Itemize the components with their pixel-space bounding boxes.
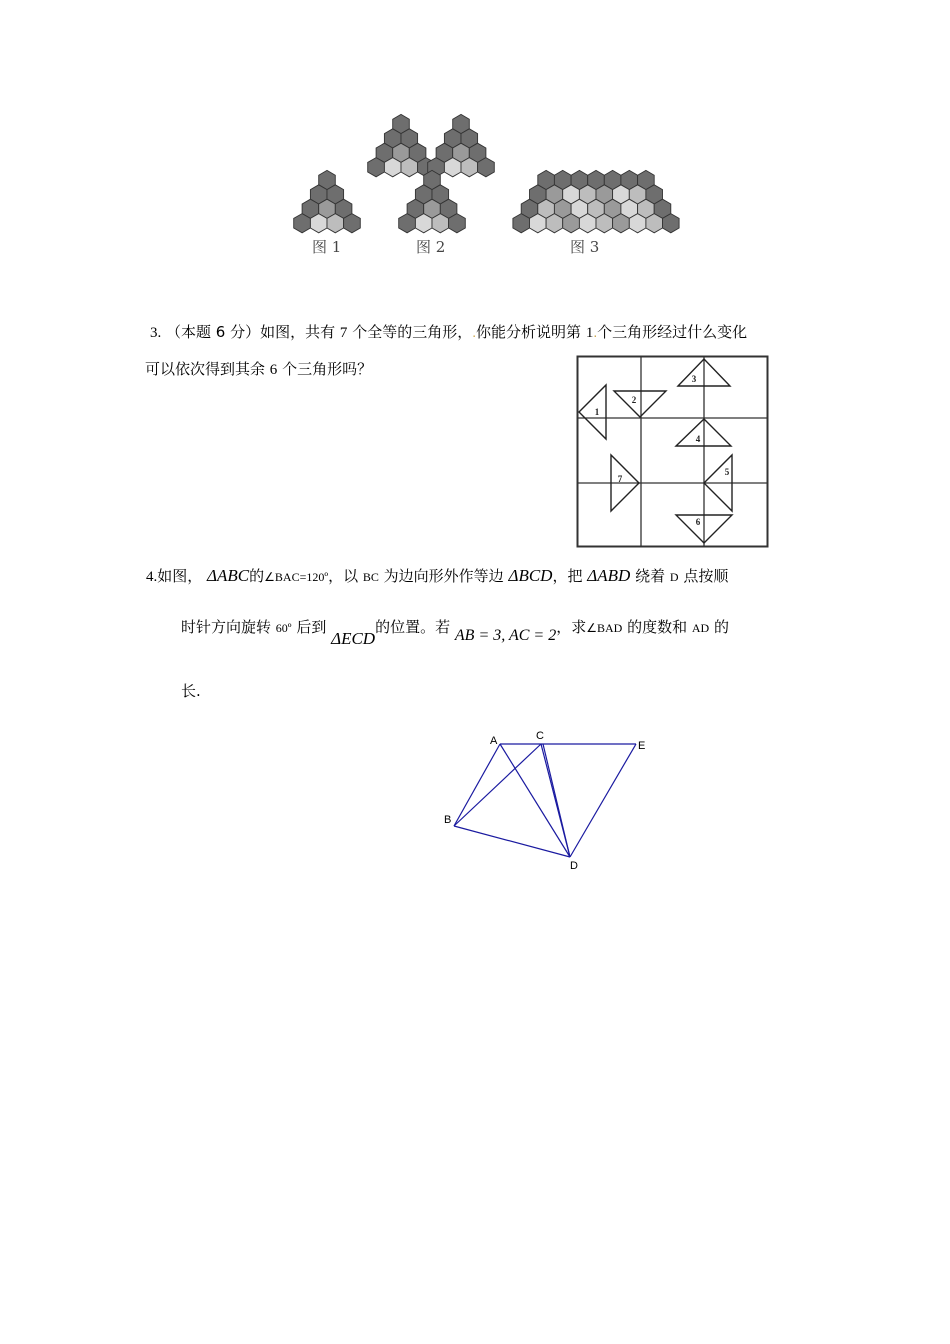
hexagon-cell-71: [629, 214, 646, 233]
hexagon-cell-27: [444, 158, 461, 177]
fig2-caption: 图 2: [416, 238, 446, 256]
q3-text-d: 个三角形经过什么变化: [597, 323, 748, 341]
hexagon-cell-66: [546, 214, 563, 233]
hexagon-cell-7: [310, 214, 327, 233]
hexagon-cell-9: [344, 214, 361, 233]
hexagon-cell-39: [449, 214, 466, 233]
q4-tri-ecd: ΔECD: [331, 629, 376, 648]
geometry-figure: [440, 728, 660, 873]
hexagon-cell-16: [368, 158, 385, 177]
segment-ed: [570, 744, 636, 857]
hexagon-figures: [285, 110, 685, 240]
fig3-caption: 图 3: [570, 238, 600, 256]
triangle-label-5: 5: [724, 467, 730, 477]
q4-line1: [146, 563, 728, 589]
q4-line2: [181, 617, 729, 651]
q3-line1: [150, 322, 747, 343]
triangle-label-6: 6: [695, 517, 701, 527]
hexagon-cell-72: [646, 214, 663, 233]
hexagon-cell-6: [294, 214, 311, 233]
q4-line2-b: 后到: [296, 618, 327, 636]
triangle-2: [614, 391, 666, 417]
q4-angle-bad: ∠BAD: [586, 621, 623, 635]
segment-bc: [454, 744, 541, 826]
q4-line2-c: 的位置。若: [375, 618, 451, 636]
segment-ab: [454, 744, 500, 826]
q4-text-f: 绕着: [635, 567, 666, 585]
q4-line2-a: 时针方向旋转: [181, 618, 272, 636]
q3-text-b: 个全等的三角形，: [352, 323, 473, 341]
q4-tri-bcd: ΔBCD: [508, 566, 553, 585]
q4-text-a: 如图，: [157, 567, 203, 585]
q3-line2-a: 可以依次得到其余: [145, 360, 266, 378]
q4-angle: ∠BAC=120º: [264, 570, 329, 584]
triangle-label-2: 2: [631, 395, 637, 405]
hexagon-cell-38: [432, 214, 449, 233]
hexagon-cell-17: [384, 158, 401, 177]
point-label-b: B: [444, 814, 452, 826]
q3-text-c: 你能分析说明第: [476, 323, 582, 341]
triangle-1: [579, 385, 606, 439]
hexagon-cell-29: [478, 158, 495, 177]
triangle-label-1: 1: [594, 407, 600, 417]
hexagon-cell-37: [415, 214, 432, 233]
q4-tri-abd: ΔABD: [587, 566, 631, 585]
hexagon-cell-73: [663, 214, 680, 233]
triangle-grid-figure: [576, 355, 770, 549]
q3-line2: [145, 359, 372, 380]
q4-d: D: [669, 570, 679, 584]
q4-line3: 长.: [181, 682, 201, 700]
point-label-a: A: [490, 735, 498, 747]
hexagon-cell-64: [513, 214, 530, 233]
q3-text-a: 如图，共有: [260, 323, 336, 341]
hexagon-cell-18: [401, 158, 418, 177]
point-label-e: E: [638, 740, 646, 752]
q4-text-b: 的: [249, 567, 265, 585]
triangle-label-3: 3: [691, 374, 697, 384]
mark-dot-2: .: [593, 326, 598, 340]
hexagon-cell-70: [613, 214, 630, 233]
q4-text-e: ，把: [552, 567, 583, 585]
segment-ad: [500, 744, 570, 857]
q4-number: 4.: [146, 569, 158, 585]
q4-ad: AD: [691, 621, 710, 635]
q4-given: AB = 3, AC = 2: [454, 627, 557, 644]
q3-line2-b: 个三角形吗？: [282, 360, 373, 378]
hexagon-cell-65: [530, 214, 547, 233]
point-label-c: C: [536, 730, 544, 742]
q3-number: 3.: [150, 325, 162, 341]
hexagon-cell-28: [461, 158, 478, 177]
q4-line2-e: 的度数和: [627, 618, 688, 636]
q4-bc: BC: [362, 570, 379, 584]
hexagon-cell-69: [596, 214, 613, 233]
q3-score: （本题 6 分）: [166, 323, 261, 341]
q4-text-c: ，以: [328, 567, 359, 585]
q3-count: 7: [339, 325, 348, 341]
point-label-d: D: [570, 860, 578, 872]
mark-dot: .: [472, 326, 477, 340]
q4-text-d: 为边向形外作等边: [383, 567, 504, 585]
q4-tri-abc: ΔABC: [207, 566, 250, 585]
q4-line2-f: 的: [714, 618, 730, 636]
q4-text-g: 点按顺: [683, 567, 729, 585]
hexagon-cell-8: [327, 214, 344, 233]
q3-rest: 6: [269, 362, 278, 378]
segment-bd: [454, 826, 570, 857]
q4-deg: 60º: [275, 621, 292, 635]
fig1-caption: 图 1: [312, 238, 342, 256]
q3-first: 1: [585, 325, 594, 341]
triangle-label-7: 7: [617, 474, 623, 484]
hexagon-cell-68: [579, 214, 596, 233]
hexagon-cell-67: [563, 214, 580, 233]
triangle-label-4: 4: [695, 434, 701, 444]
hexagon-cell-36: [399, 214, 416, 233]
q4-line2-d: ，求: [556, 618, 587, 636]
segment-cd-2: [543, 744, 570, 857]
